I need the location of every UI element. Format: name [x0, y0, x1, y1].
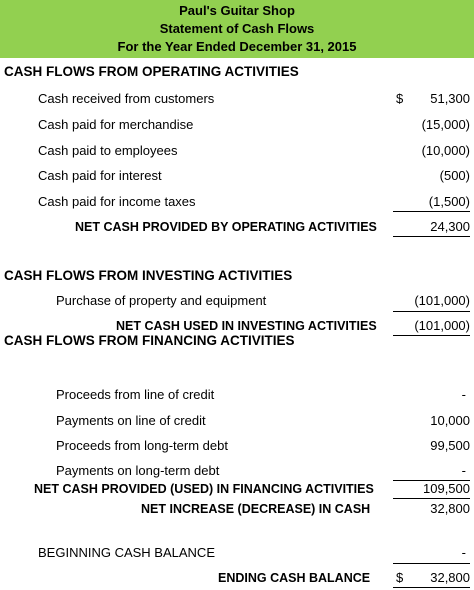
company-name: Paul's Guitar Shop	[179, 3, 295, 18]
line-item-label: Cash paid for interest	[38, 168, 162, 183]
total-rule	[393, 236, 470, 237]
line-item-label: Cash received from customers	[38, 91, 215, 106]
currency-symbol: $	[396, 570, 404, 585]
statement-header	[0, 0, 474, 58]
total-rule	[393, 335, 470, 336]
investing-total-label: NET CASH USED IN INVESTING ACTIVITIES	[116, 319, 377, 333]
statement-title: Statement of Cash Flows	[159, 21, 315, 36]
line-item-value: (15,000)	[421, 117, 470, 132]
beginning-balance-value: -	[461, 545, 466, 560]
subtotal-rule	[393, 563, 470, 564]
line-item-value: (10,000)	[421, 143, 470, 158]
operating-heading: CASH FLOWS FROM OPERATING ACTIVITIES	[4, 64, 299, 79]
line-item-value: 51,300	[430, 91, 470, 106]
net-change-label: NET INCREASE (DECREASE) IN CASH	[141, 502, 371, 516]
line-item-value: 10,000	[430, 413, 470, 428]
financing-heading: CASH FLOWS FROM FINANCING ACTIVITIES	[4, 333, 295, 348]
line-item-value: -	[461, 387, 466, 402]
line-item-value: (1,500)	[428, 194, 470, 209]
line-item-label: Proceeds from long-term debt	[56, 438, 228, 453]
financing-total-label: NET CASH PROVIDED (USED) IN FINANCING ACTIVITIES	[34, 482, 374, 496]
statement-period: For the Year Ended December 31, 2015	[117, 39, 357, 54]
investing-heading: CASH FLOWS FROM INVESTING ACTIVITIES	[4, 268, 293, 283]
line-item-label: Purchase of property and equipment	[56, 293, 267, 308]
ending-balance-label: ENDING CASH BALANCE	[218, 571, 371, 585]
currency-symbol: $	[396, 91, 404, 106]
operating-total-value: 24,300	[430, 219, 470, 234]
line-item-label: Cash paid for merchandise	[38, 117, 194, 132]
line-item-label: Proceeds from line of credit	[56, 387, 215, 402]
line-item-label: Cash paid to employees	[38, 143, 178, 158]
line-item-value: 99,500	[430, 438, 470, 453]
investing-total-value: (101,000)	[414, 318, 470, 333]
financing-total-value: 109,500	[423, 481, 470, 496]
net-change-value: 32,800	[430, 501, 470, 516]
double-rule	[393, 587, 470, 588]
ending-balance-value: 32,800	[430, 570, 470, 585]
operating-total-label: NET CASH PROVIDED BY OPERATING ACTIVITIES	[75, 220, 377, 234]
line-item-label: Payments on long-term debt	[56, 463, 220, 478]
line-item-label: Payments on line of credit	[56, 413, 206, 428]
line-item-value: -	[461, 463, 466, 478]
line-item-label: Cash paid for income taxes	[38, 194, 196, 209]
subtotal-rule	[393, 311, 470, 312]
line-item-value: (500)	[439, 168, 470, 183]
subtotal-rule	[393, 211, 470, 212]
beginning-balance-label: BEGINNING CASH BALANCE	[38, 545, 215, 560]
total-rule	[393, 498, 470, 499]
line-item-value: (101,000)	[414, 293, 470, 308]
